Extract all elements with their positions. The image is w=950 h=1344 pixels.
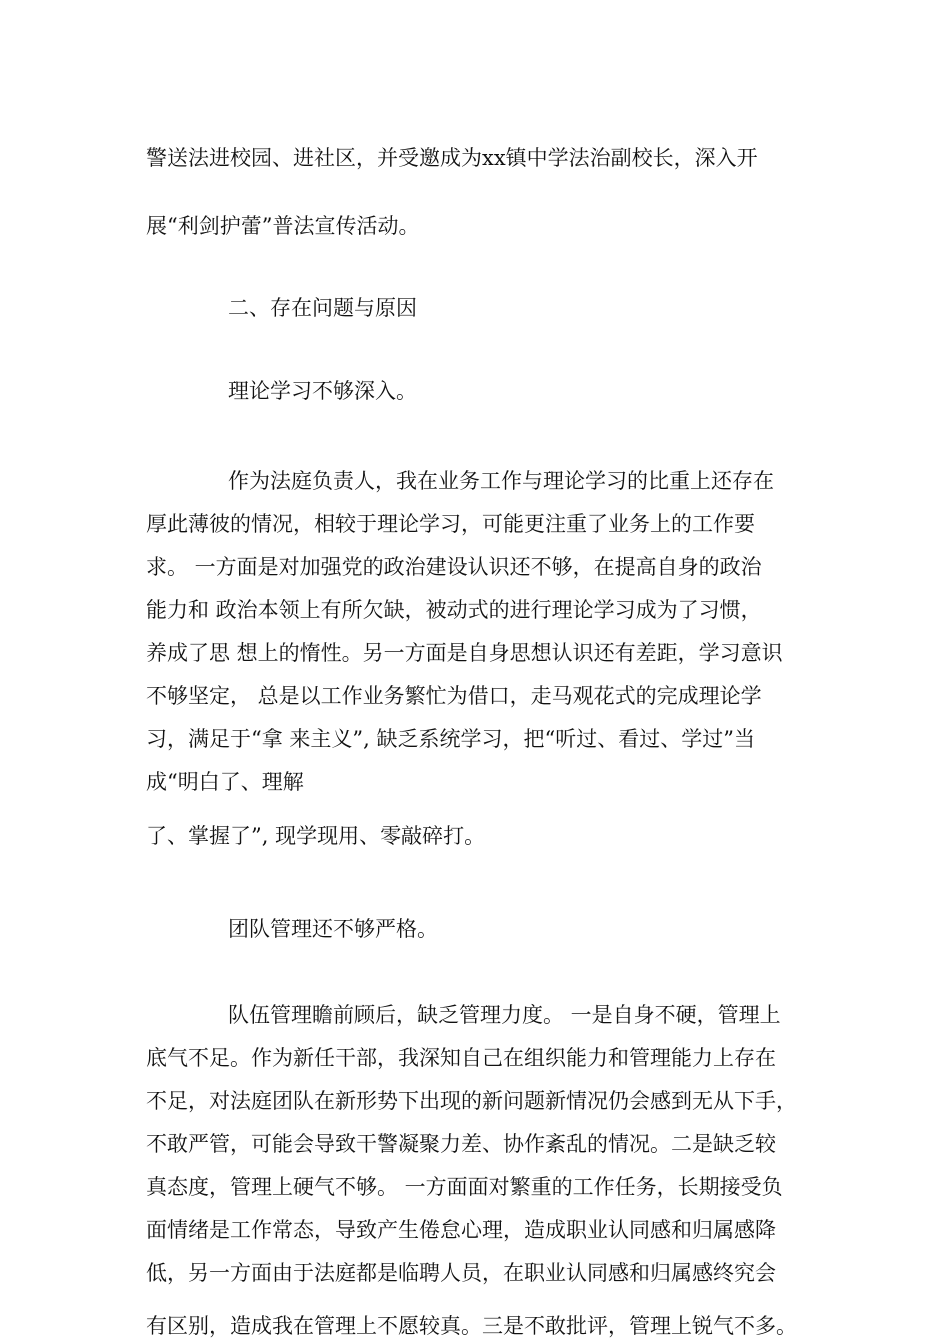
paragraph-line: 低，另一方面由于法庭都是临聘人员，在职业认同感和归属感终究会 <box>146 1261 776 1285</box>
paragraph-line: 队伍管理瞻前顾后，缺乏管理力度。 一是自身不硬，管理上 <box>228 1003 781 1027</box>
paragraph-line: 有区别，造成我在管理上不愿较真。三是不敢批评，管理上锐气不多。 <box>146 1314 797 1338</box>
paragraph-line: 真态度，管理上硬气不够。 一方面面对繁重的工作任务，长期接受负 <box>146 1175 783 1199</box>
paragraph-line: 养成了思 想上的惰性。另一方面是自身思想认识还有差距，学习意识 <box>146 641 783 665</box>
paragraph-line: 不敢严管，可能会导致干警凝聚力差、协作紊乱的情况。二是缺乏较 <box>146 1132 776 1156</box>
paragraph-line: 作为法庭负责人，我在业务工作与理论学习的比重上还存在 <box>228 469 774 493</box>
paragraph-line: 不够坚定， 总是以工作业务繁忙为借口，走马观花式的完成理论学 <box>146 684 762 708</box>
paragraph-line: 成“明白了、理解 <box>146 770 304 794</box>
paragraph-line: 厚此薄彼的情况，相较于理论学习，可能更注重了业务上的工作要 <box>146 512 755 536</box>
subsection-heading: 理论学习不够深入。 <box>228 379 417 403</box>
paragraph-line: 面情绪是工作常态，导致产生倦怠心理，造成职业认同感和归属感降 <box>146 1218 776 1242</box>
paragraph-line: 不足，对法庭团队在新形势下出现的新问题新情况仍会感到无从下手， <box>146 1089 797 1113</box>
paragraph-line: 能力和 政治本领上有所欠缺，被动式的进行理论学习成为了习惯， <box>146 598 762 622</box>
subsection-heading: 团队管理还不够严格。 <box>228 917 438 941</box>
paragraph-line: 习，满足于“拿 来主义”, 缺乏系统学习，把“听过、看过、学过”当 <box>146 727 755 751</box>
section-heading: 二、存在问题与原因 <box>228 296 417 320</box>
paragraph-line: 了、掌握了”, 现学现用、零敲碎打。 <box>146 824 486 848</box>
paragraph-line: 底气不足。作为新任干部，我深知自己在组织能力和管理能力上存在 <box>146 1046 776 1070</box>
paragraph-line: 展“利剑护蕾”普法宣传活动。 <box>146 214 420 238</box>
paragraph-line: 警送法进校园、进社区，并受邀成为xx镇中学法治副校长，深入开 <box>146 146 758 170</box>
paragraph-line: 求。 一方面是对加强党的政治建设认识还不够，在提高自身的政治 <box>146 555 762 579</box>
